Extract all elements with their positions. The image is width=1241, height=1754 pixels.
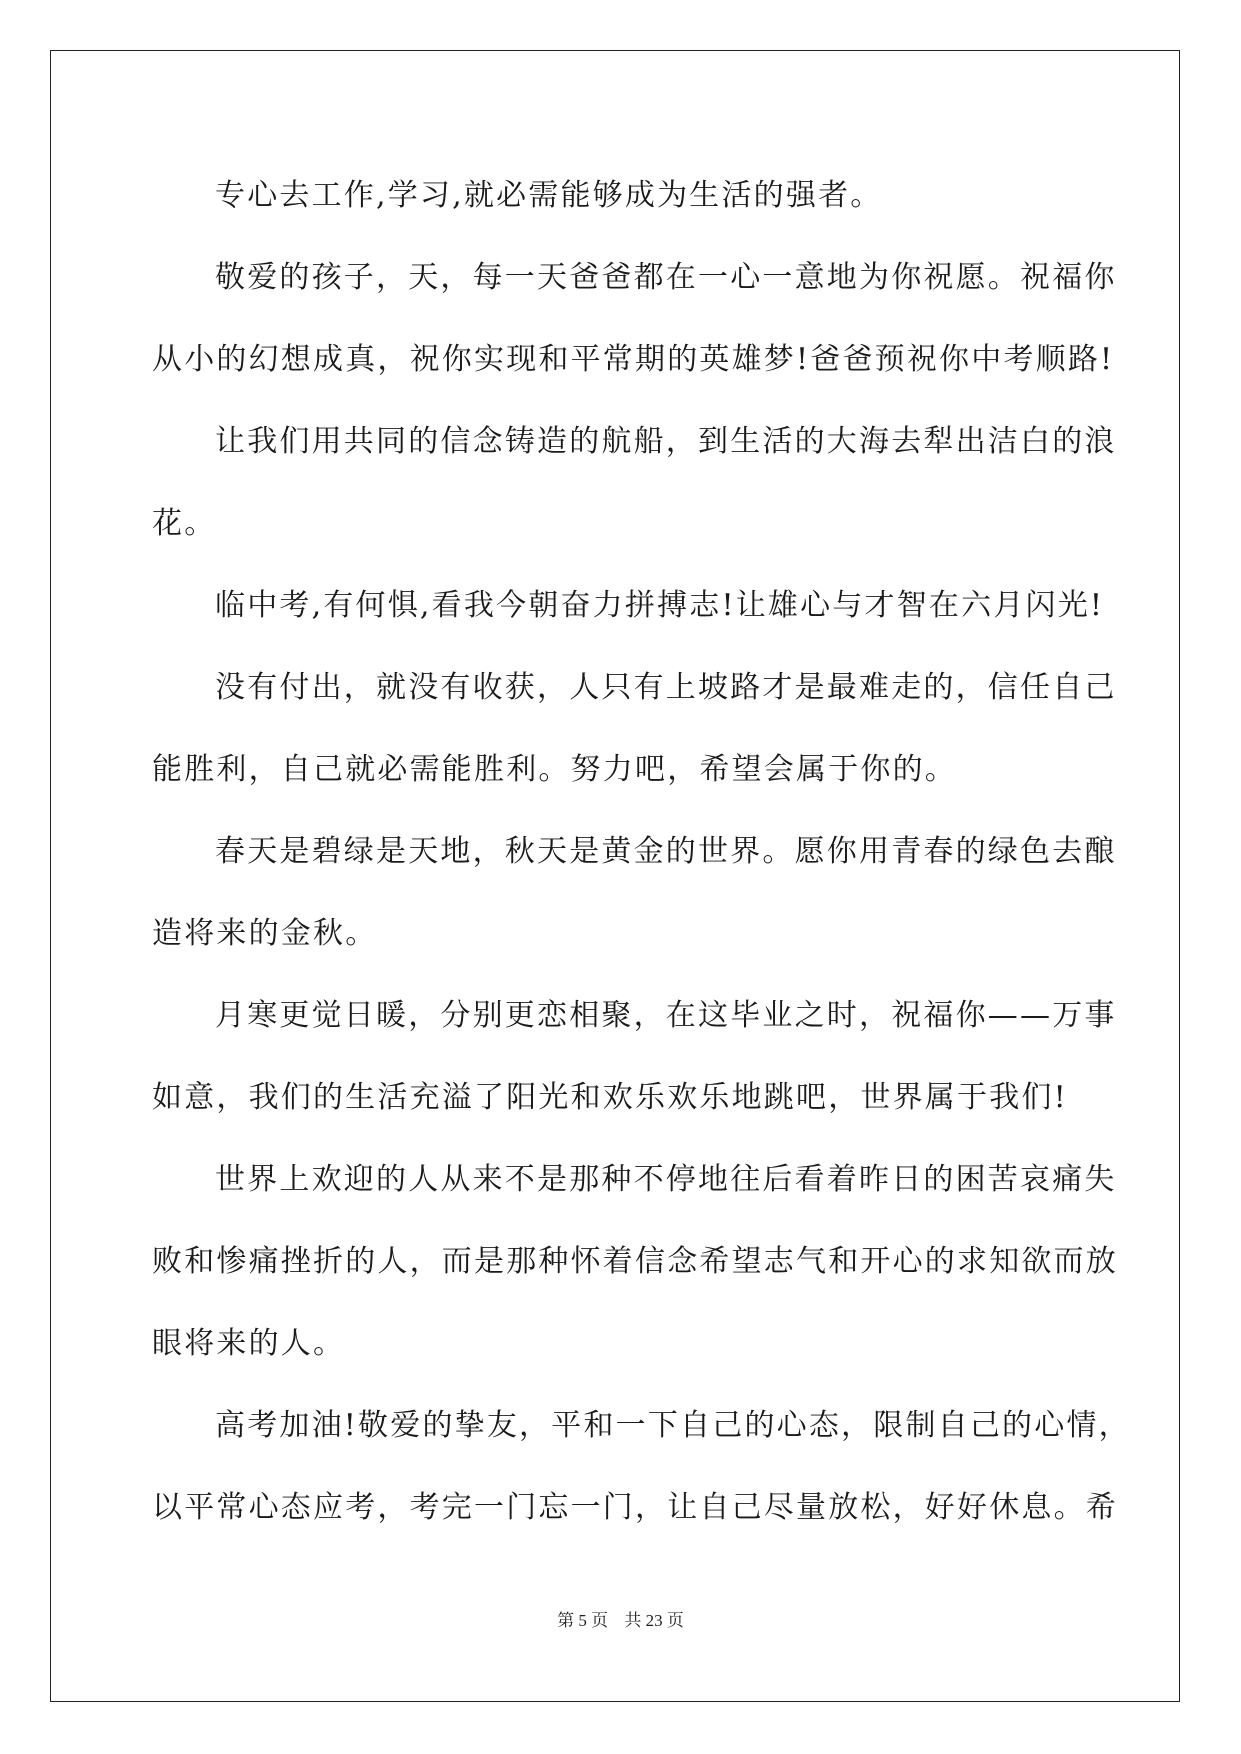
text-line: 造将来的金秋。: [152, 916, 378, 951]
text-line: 从小的幻想成真，祝你实现和平常期的英雄梦!爸爸预祝你中考顺路!: [152, 342, 1115, 377]
text-line: 临中考,有何惧,看我今朝奋力拼搏志!让雄心与才智在六月闪光!: [215, 588, 1105, 623]
text-line: 败和惨痛挫折的人，而是那种怀着信念希望志气和开心的求知欲而放: [152, 1244, 1118, 1279]
text-line: 世界上欢迎的人从来不是那种不停地往后看着昨日的困苦哀痛失: [215, 1162, 1117, 1197]
text-line: 以平常心态应考，考完一门忘一门，让自己尽量放松，好好休息。希: [152, 1490, 1118, 1525]
page-footer: [0, 1606, 1241, 1631]
text-line: 如意，我们的生活充溢了阳光和欢乐欢乐地跳吧，世界属于我们!: [152, 1080, 1068, 1115]
text-line: 没有付出，就没有收获，人只有上坡路才是最难走的，信任自己: [215, 670, 1117, 705]
page-number: 第 5 页: [557, 1611, 609, 1630]
text-line: 能胜利，自己就必需能胜利。努力吧，希望会属于你的。: [152, 752, 957, 787]
text-line: 高考加油!敬爱的挚友，平和一下自己的心态，限制自己的心情，: [215, 1408, 1131, 1443]
text-line: 让我们用共同的信念铸造的航船，到生活的大海去犁出洁白的浪: [215, 424, 1117, 459]
document-body: [152, 155, 1131, 1549]
text-line: 敬爱的孩子，天，每一天爸爸都在一心一意地为你祝愿。祝福你: [215, 260, 1117, 295]
page-total: 共 23 页: [624, 1611, 684, 1630]
text-line: 专心去工作,学习,就必需能够成为生活的强者。: [215, 178, 883, 213]
text-line: 月寒更觉日暖，分别更恋相聚，在这毕业之时，祝福你——万事: [215, 998, 1117, 1033]
text-line: 春天是碧绿是天地，秋天是黄金的世界。愿你用青春的绿色去酿: [215, 834, 1117, 869]
text-line: 花。: [152, 506, 217, 541]
text-line: 眼将来的人。: [152, 1326, 346, 1361]
